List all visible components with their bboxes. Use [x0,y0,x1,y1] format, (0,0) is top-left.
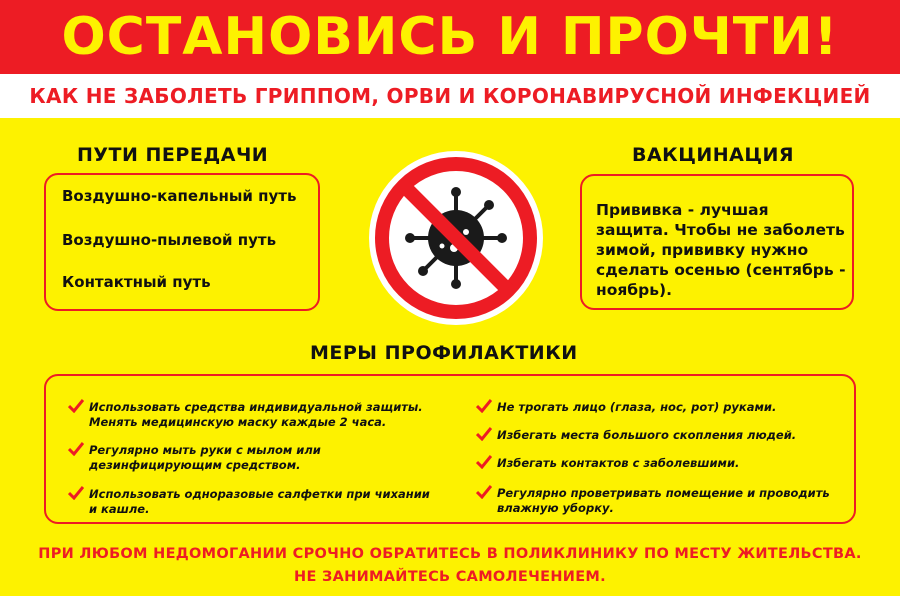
prevention-item [68,487,438,517]
prevention-item [476,456,836,471]
prevention-item [68,443,438,473]
checkmark-icon [68,442,84,456]
prevention-item-text: Избегать места большого скопления людей. [497,428,797,442]
footer-warning: ПРИ ЛЮБОМ НЕДОМОГАНИИ СРОЧНО ОБРАТИТЕСЬ В ПОЛИКЛИНИКУ ПО МЕСТУ ЖИТЕЛЬСТВА. [38,546,862,562]
prevention-item-text: Регулярно проветривать помещение и проводить влажную уборку. [497,486,830,515]
checkmark-icon [476,485,492,499]
prevention-item-text: Не трогать лицо (глаза, нос, рот) руками. [497,400,777,414]
prevention-item-text: Избегать контактов с заболевшими. [497,456,740,470]
footer-warning-2: НЕ ЗАНИМАЙТЕСЬ САМОЛЕЧЕНИЕМ. [294,569,606,585]
prevention-item [68,400,438,430]
checkmark-icon [68,486,84,500]
checkmark-icon [68,399,84,413]
poster-title: ОСТАНОВИСЬ И ПРОЧТИ! [61,7,839,67]
vaccination-heading: ВАКЦИНАЦИЯ [632,144,795,166]
prevention-item [476,486,836,516]
prevention-box [44,374,856,524]
no-virus-icon [368,150,544,326]
prevention-item-text: Использовать средства индивидуальной защиты. Менять медицинскую маску каждые 2 часа. [89,400,423,429]
transmission-item: Контактный путь [62,273,211,291]
prevention-heading: МЕРЫ ПРОФИЛАКТИКИ [310,342,578,364]
prevention-item-text: Регулярно мыть руки с мылом или дезинфицирующим средством. [89,443,321,472]
checkmark-icon [476,427,492,441]
prevention-item [476,400,836,415]
vaccination-box [580,174,854,310]
vaccination-text: Прививка - лучшая защита. Чтобы не заболеть зимой, прививку нужно сделать осенью (сентябрь - ноябрь). [596,201,846,299]
transmission-heading: ПУТИ ПЕРЕДАЧИ [77,144,269,166]
poster-subtitle: КАК НЕ ЗАБОЛЕТЬ ГРИППОМ, ОРВИ И КОРОНАВИРУСНОЙ ИНФЕКЦИЕЙ [29,84,871,108]
checkmark-icon [476,455,492,469]
transmission-item: Воздушно-капельный путь [62,187,297,205]
checkmark-icon [476,399,492,413]
prevention-item [476,428,836,443]
subtitle-bar [0,74,900,118]
transmission-box [44,173,320,311]
transmission-item: Воздушно-пылевой путь [62,231,277,249]
prevention-item-text: Использовать одноразовые салфетки при чихании и кашле. [89,487,430,516]
header-banner [0,0,900,74]
